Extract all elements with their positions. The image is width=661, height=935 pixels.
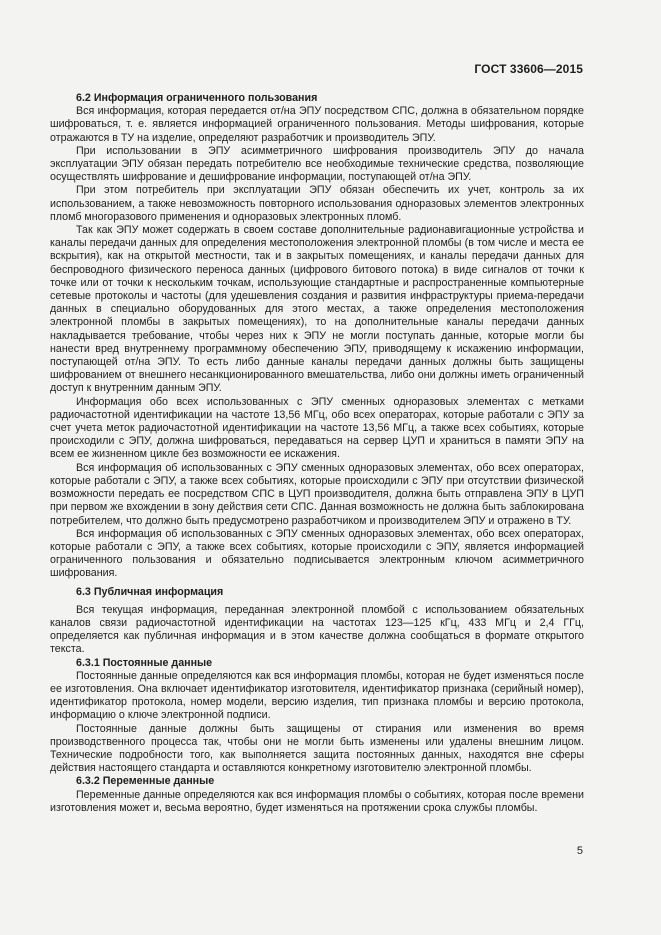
paragraph: Вся информация об использованных с ЭПУ сменных одноразовых элементах, обо всех операторах, которые работали с ЭПУ, а также всех событиях, которые происходили с ЭПУ, является информацией ограниченного пользования и обязательно подписывается электронным ключом асимметричного шифрования. (50, 527, 584, 580)
paragraph: При использовании в ЭПУ асимметричного шифрования производитель ЭПУ до начала эксплуатации ЭПУ обязан передать потребителю все необходимые технические средства, позволяющие осуществлять шифрование и дешифрование информации, поступающей от/на ЭПУ. (50, 144, 584, 184)
section-heading-6-3: 6.3 Публичная информация (76, 585, 224, 598)
paragraph: Вся информация об использованных с ЭПУ сменных одноразовых элементах, обо всех операторах, которые работали с ЭПУ, а также всех событиях, которые происходили с ЭПУ при отсутствии физической возможности передать ее посредством СПС в ЦУП производителя, должна быть отправлена ЭПУ в ЦУП при первом же вхождении в зону действия сети СПС. Данная возможность не должна быть заблокирована потребителем, что должно быть предусмотрено разработчиком и производителем ЭПУ и отражено в ТУ. (50, 461, 584, 527)
paragraph: Так как ЭПУ может содержать в своем составе дополнительные радионавигационные устройства и каналы передачи данных для определения местоположения электронной пломбы (в том числе и места ее вскрытия), как на открытой местности, так и в закрытых помещениях, и каналы передачи данных для беспроводного физического переноса данных (цифрового битового потока) в виде сигналов от точки к точке или от точки к нескольким точкам, использующие стандартные и распространенные компьютерные сетевые протоколы и частоты (для удешевления создания и развития инфраструктуры приема-передачи данных в специально оборудованных для этого местах, а также определения местоположения электронной пломбы в закрытых помещениях), то на дополнительные каналы передачи данных накладывается требование, чтобы через них к ЭПУ не могли поступать данные, которые могли бы нанести вред внутреннему программному обеспечению ЭПУ, приводящему к искажению информации, поступающей от/на ЭПУ. То есть либо данные каналы передачи данных должны быть защищены шифрованием от внешнего несанкционированного вмешательства, либо они должны иметь ограниченный доступ к внутренним данным ЭПУ. (50, 224, 584, 395)
paragraph: Переменные данные определяются как вся информация пломбы о событиях, которая после времени изготовления может и, весьма вероятно, будет изменяться на протяжении срока службы пломбы. (50, 788, 584, 814)
subsection-heading-6-3-1: 6.3.1 Постоянные данные (76, 656, 213, 669)
page-number: 5 (576, 845, 583, 857)
paragraph: Постоянные данные должны быть защищены от стирания или изменения во время производственного процесса так, чтобы они не могли быть изменены или удалены внешним лицом. Технические подробности того, как выполняется защита постоянных данных, находятся вне сферы действия настоящего стандарта и оставляются конкретному изготовителю электронной пломбы. (50, 722, 584, 775)
document-body (50, 92, 584, 815)
paragraph: Информация обо всех использованных с ЭПУ сменных одноразовых элементах с метками радиочастотной идентификации на частоте 13,56 МГц, обо всех операторах, которые работали с ЭПУ за счет учета меток радиочастотной идентификации на частоте 13,56 МГц, а также всех событиях, которые происходили с ЭПУ, должна шифроваться, передаваться на сервер ЦУП и храниться в памяти ЭПУ на всем ее жизненном цикле без возможности ее искажения. (50, 395, 584, 461)
paragraph: Постоянные данные определяются как вся информация пломбы, которая не будет изменяться после ее изготовления. Она включает идентификатор изготовителя, идентификатор признака (серийный номер), идентификатор протокола, номер модели, версию изделия, тип признака пломбы и версию протокола, информацию о ключе электронной подписи. (50, 669, 584, 722)
document-code: ГОСТ 33606—2015 (474, 62, 583, 76)
paragraph: Вся текущая информация, переданная электронной пломбой с использованием обязательных каналов связи радиочастотной идентификации на частотах 123—125 кГц, 433 МГц и 2,4 ГГц, определяется как публичная информация и в этом качестве должна сообщаться в формате открытого текста. (50, 603, 584, 656)
subsection-heading-6-3-2: 6.3.2 Переменные данные (76, 775, 215, 788)
paragraph: При этом потребитель при эксплуатации ЭПУ обязан обеспечить их учет, контроль за их использованием, а также невозможность повторного использования одноразовых элементов электронных пломб многоразового применения и одноразовых электронных пломб. (50, 184, 584, 223)
paragraph: Вся информация, которая передается от/на ЭПУ посредством СПС, должна в обязательном порядке шифроваться, т. е. является информацией ограниченного пользования. Методы шифрования, которые отражаются в ТУ на изделие, определяют разработчик и производитель ЭПУ. (50, 105, 584, 144)
section-heading-6-2: 6.2 Информация ограниченного пользования (76, 92, 318, 104)
